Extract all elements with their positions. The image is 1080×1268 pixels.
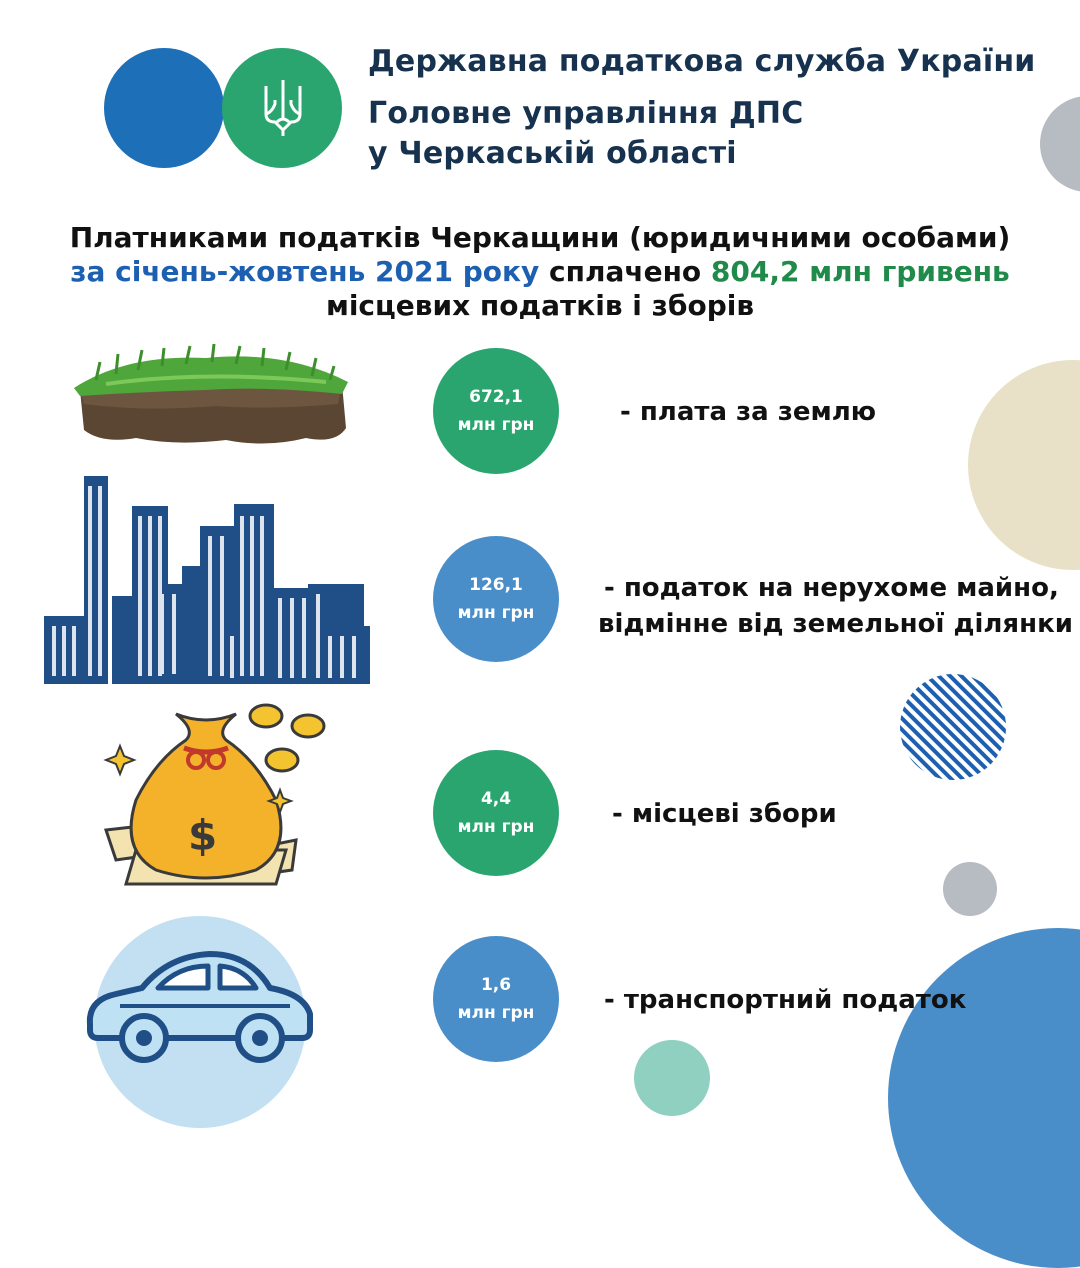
money-bag-icon — [96, 700, 336, 890]
tax-label-property-line2: відмінне від земельної ділянки — [598, 609, 1073, 639]
tax-label-property-line1: - податок на нерухоме майно, — [604, 573, 1059, 603]
trident-emblem-icon — [258, 76, 308, 140]
decor-circle-teal-bottom — [634, 1040, 710, 1116]
headline-line3: місцевих податків і зборів — [325, 289, 755, 322]
city-buildings-icon — [44, 476, 374, 684]
amount-bubble-land — [433, 348, 559, 474]
decor-circle-blue-corner — [888, 928, 1080, 1268]
tax-label-transport: - транспортний податок — [604, 985, 967, 1015]
amount-unit: млн грн — [457, 817, 535, 837]
decor-circle-beige — [968, 360, 1080, 570]
headline-line2 — [0, 254, 1080, 290]
amount-unit: млн грн — [457, 603, 535, 623]
department-name-line2: у Черкаській області — [368, 136, 737, 171]
headline-total: 804,2 млн гривень — [710, 255, 1010, 288]
tax-label-land: - плата за землю — [620, 397, 877, 427]
svg-text:$: $ — [188, 811, 218, 860]
amount-value: 4,4 — [480, 789, 512, 809]
amount-value: 1,6 — [480, 975, 512, 995]
decor-circle-striped — [900, 674, 1006, 780]
amount-bubble-fees — [433, 750, 559, 876]
logo-blue-circle — [104, 48, 224, 168]
amount-unit: млн грн — [457, 1003, 535, 1023]
tax-label-fees: - місцеві збори — [612, 799, 837, 829]
headline-period: за січень-жовтень 2021 року — [70, 255, 540, 288]
car-icon — [80, 944, 320, 1064]
decor-circle-gray-small — [943, 862, 997, 916]
decor-circle-gray-top — [1040, 96, 1080, 192]
headline-line1: Платниками податків Черкащини (юридичними особами) — [69, 221, 1011, 254]
department-name-line1: Головне управління ДПС — [368, 96, 804, 131]
amount-unit: млн грн — [457, 415, 535, 435]
amount-value: 672,1 — [469, 387, 523, 407]
headline-verb: сплачено — [539, 255, 711, 288]
soil-grass-icon — [66, 340, 356, 450]
amount-bubble-transport — [433, 936, 559, 1062]
amount-value: 126,1 — [469, 575, 523, 595]
amount-bubble-property — [433, 536, 559, 662]
org-name: Державна податкова служба України — [368, 44, 1036, 79]
